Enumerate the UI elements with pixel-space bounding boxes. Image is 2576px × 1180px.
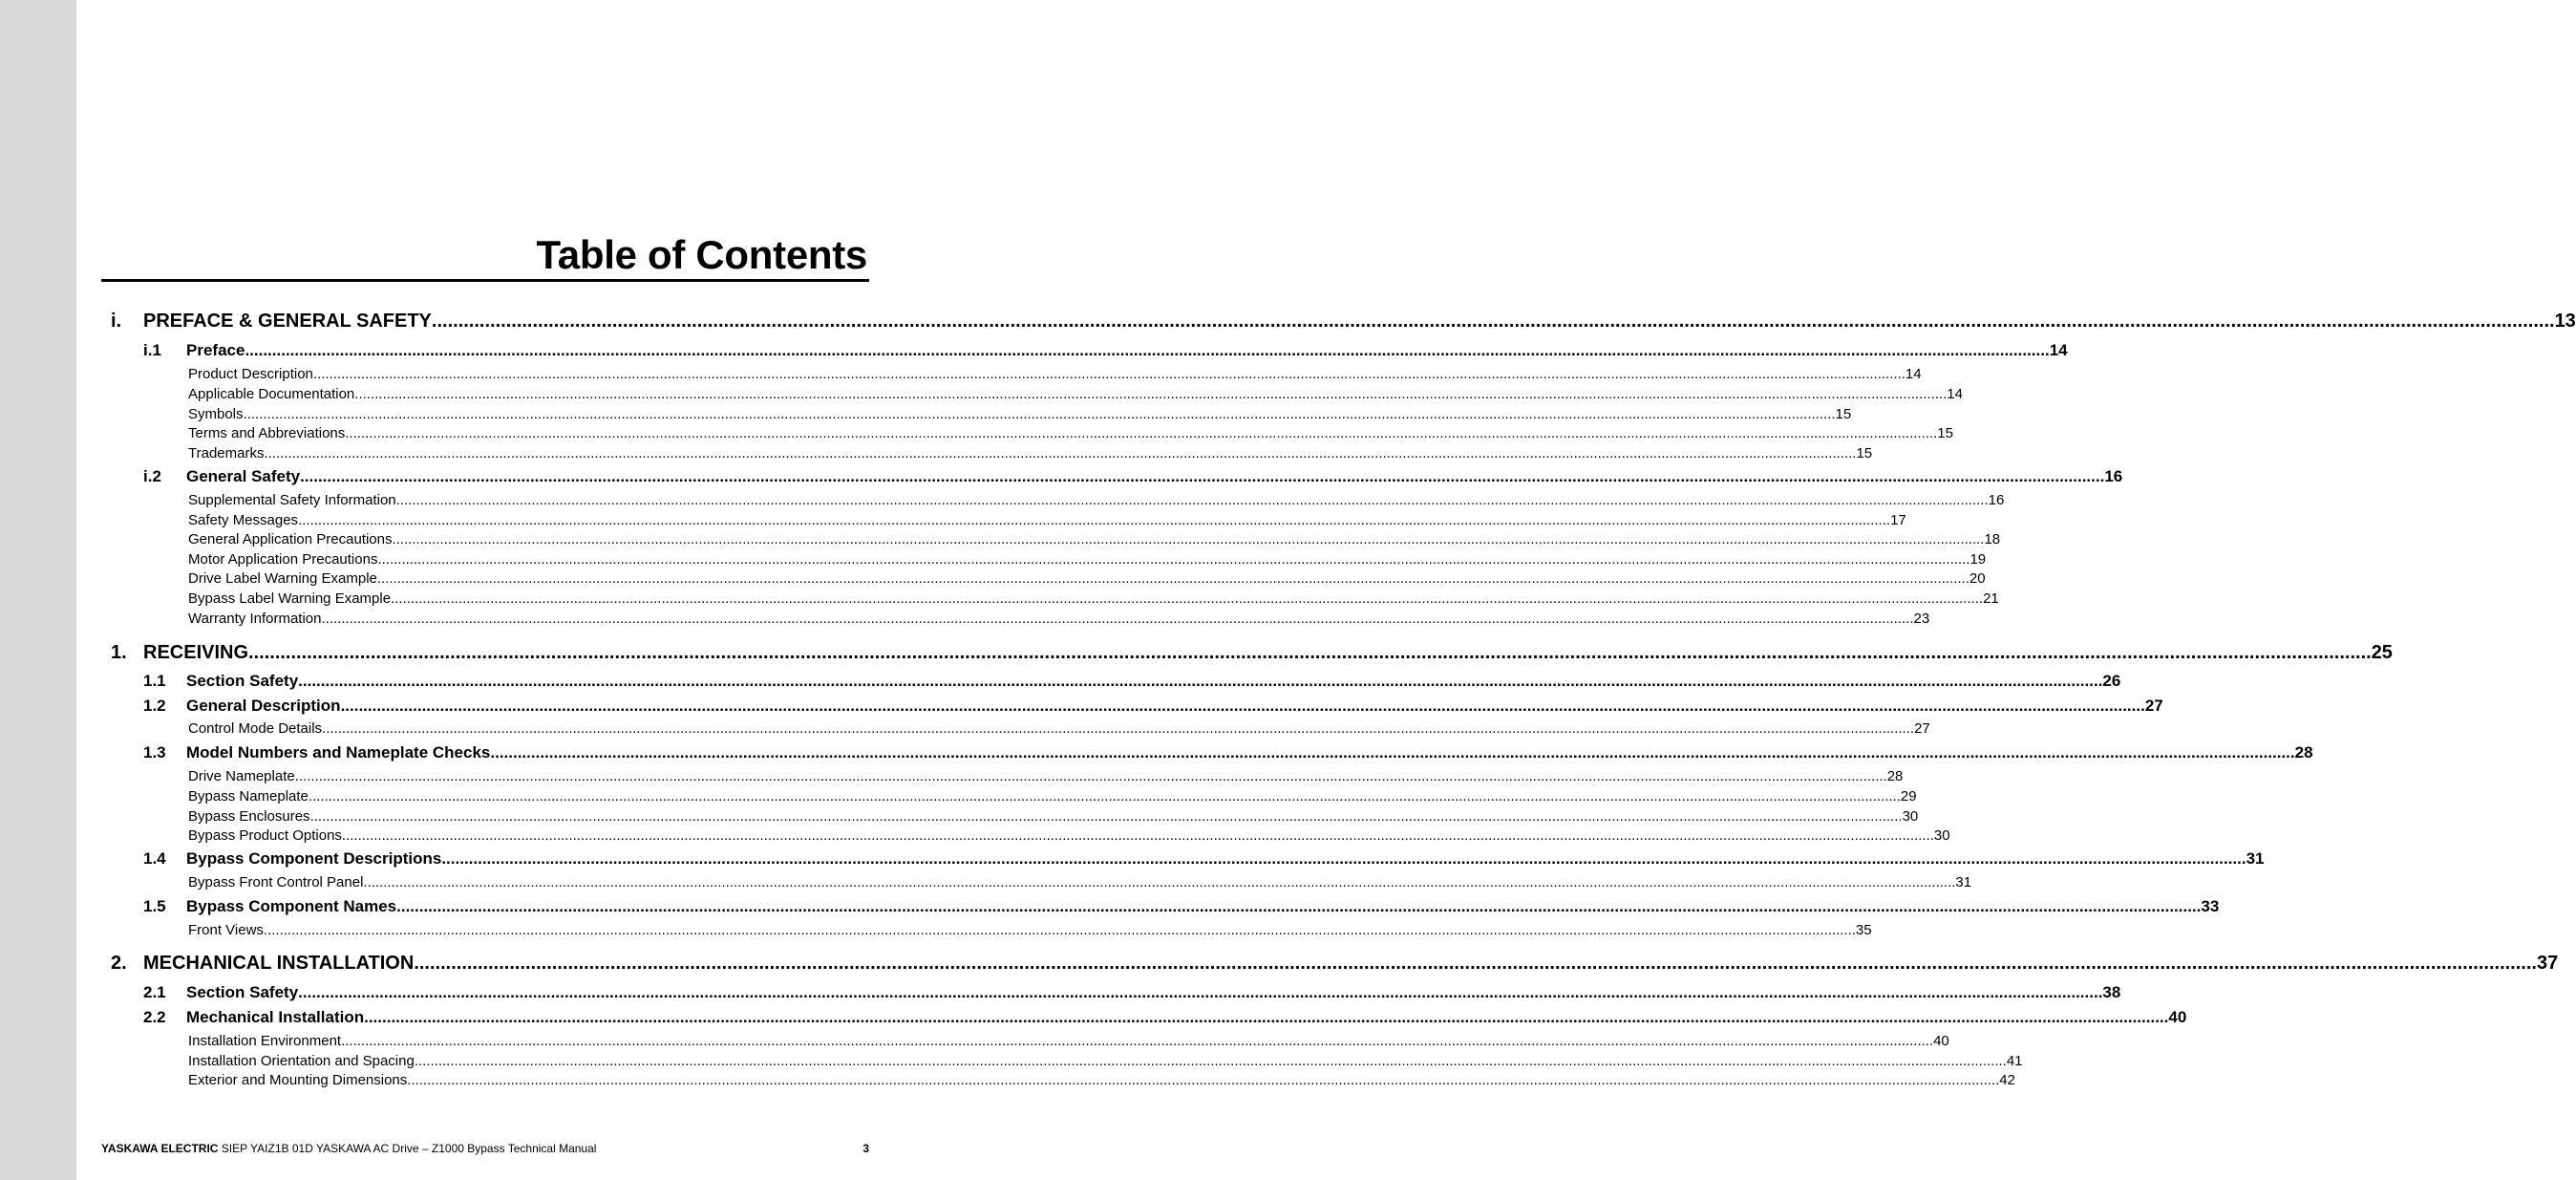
dot-leader: ................................................................................................................................................................................................................................................................................................................................................................................................................ xyxy=(340,697,2145,715)
dot-leader: ................................................................................................................................................................................................................................................................................................................................................................................................................ xyxy=(309,808,1903,825)
toc-entry-label: Bypass Label Warning Example xyxy=(188,590,392,607)
toc-entry-page: 29 xyxy=(1900,788,1917,805)
toc-entry-number: i.1 xyxy=(143,341,161,359)
toc-entry-page: 15 xyxy=(1835,406,1852,422)
dot-leader: ................................................................................................................................................................................................................................................................................................................................................................................................................ xyxy=(322,720,1915,737)
toc-entry-label: Bypass Component Names xyxy=(186,897,397,915)
toc-entry-level-3[interactable] xyxy=(188,1033,1949,1049)
toc-entry-number: 1.5 xyxy=(143,897,166,915)
toc-entry-level-3[interactable] xyxy=(188,768,1904,784)
page-title: Table of Contents xyxy=(536,232,867,277)
toc-entry-label: Model Numbers and Nameplate Checks xyxy=(186,743,491,762)
toc-entry-level-3[interactable] xyxy=(188,386,1963,402)
toc-entry-level-2[interactable] xyxy=(186,672,2121,690)
toc-entry-label: General Application Precautions xyxy=(188,531,393,547)
footer-brand: YASKAWA ELECTRIC xyxy=(101,1142,219,1155)
dot-leader: ................................................................................................................................................................................................................................................................................................................................................................................................................ xyxy=(341,1033,1934,1049)
toc-entry-label: RECEIVING xyxy=(143,642,249,663)
toc-entry-page: 25 xyxy=(2371,642,2393,663)
toc-entry-level-3[interactable] xyxy=(188,590,1999,607)
dot-leader: ................................................................................................................................................................................................................................................................................................................................................................................................................ xyxy=(391,590,1984,607)
toc-entry-label: General Safety xyxy=(186,467,301,485)
toc-entry-level-2[interactable] xyxy=(186,983,2121,1001)
dot-leader: ................................................................................................................................................................................................................................................................................................................................................................................................................ xyxy=(312,366,1905,382)
toc-entry-number: 2.2 xyxy=(143,1008,166,1026)
toc-entry-level-3[interactable] xyxy=(188,445,1873,461)
dot-leader: ................................................................................................................................................................................................................................................................................................................................................................................................................ xyxy=(294,768,1887,784)
toc-entry-page: 33 xyxy=(2201,897,2220,915)
toc-entry-label: Installation Orientation and Spacing xyxy=(188,1053,415,1069)
toc-entry-page: 16 xyxy=(2104,467,2123,485)
toc-entry-page: 31 xyxy=(1955,874,1972,890)
toc-entry-page: 13 xyxy=(2554,311,2576,332)
toc-entry-level-3[interactable] xyxy=(188,366,1922,382)
toc-entry-number: 2.1 xyxy=(143,983,166,1001)
dot-leader: ................................................................................................................................................................................................................................................................................................................................................................................................................ xyxy=(248,642,2372,663)
toc-entry-number: 1.1 xyxy=(143,672,166,690)
toc-entry-level-2[interactable] xyxy=(186,743,2313,762)
toc-entry-label: Bypass Enclosures xyxy=(188,808,310,825)
toc-entry-number: i.2 xyxy=(143,467,161,485)
dot-leader: ................................................................................................................................................................................................................................................................................................................................................................................................................ xyxy=(300,467,2105,485)
footer xyxy=(101,1142,596,1155)
toc-entry-page: 16 xyxy=(1988,492,2005,508)
toc-entry-level-3[interactable] xyxy=(188,808,1919,825)
toc-entry-level-2[interactable] xyxy=(186,341,2068,359)
toc-entry-label: Section Safety xyxy=(186,672,299,690)
toc-entry-level-3[interactable] xyxy=(188,492,2005,508)
toc-entry-label: Bypass Component Descriptions xyxy=(186,849,442,868)
toc-entry-level-1[interactable] xyxy=(143,953,2559,974)
toc-entry-level-3[interactable] xyxy=(188,874,1972,890)
toc-entry-number: 1.2 xyxy=(143,697,166,715)
dot-leader: ................................................................................................................................................................................................................................................................................................................................................................................................................ xyxy=(395,492,1989,508)
toc-entry-page: 31 xyxy=(2246,849,2265,868)
dot-leader: ................................................................................................................................................................................................................................................................................................................................................................................................................ xyxy=(263,922,1856,938)
dot-leader: ................................................................................................................................................................................................................................................................................................................................................................................................................ xyxy=(298,672,2103,690)
toc-entry-page: 30 xyxy=(1933,827,1950,844)
dot-leader: ................................................................................................................................................................................................................................................................................................................................................................................................................ xyxy=(321,611,1914,627)
dot-leader: ................................................................................................................................................................................................................................................................................................................................................................................................................ xyxy=(243,406,1836,422)
toc-entry-number: 2. xyxy=(111,953,127,974)
toc-entry-level-2[interactable] xyxy=(186,849,2265,868)
toc-entry-label: Warranty Information xyxy=(188,611,322,627)
toc-entry-level-3[interactable] xyxy=(188,720,1930,737)
toc-entry-page: 21 xyxy=(1983,590,1999,607)
toc-entry-label: Control Mode Details xyxy=(188,720,323,737)
toc-entry-label: Exterior and Mounting Dimensions xyxy=(188,1072,408,1088)
toc-entry-label: Safety Messages xyxy=(188,512,299,528)
toc-entry-page: 14 xyxy=(1947,386,1963,402)
toc-entry-page: 26 xyxy=(2102,672,2121,690)
dot-leader: ................................................................................................................................................................................................................................................................................................................................................................................................................ xyxy=(298,512,1891,528)
footer-manual-title: SIEP YAIZ1B 01D YASKAWA AC Drive – Z1000 Bypass Technical Manual xyxy=(218,1142,597,1155)
toc-entry-label: Mechanical Installation xyxy=(186,1008,365,1026)
toc-entry-page: 15 xyxy=(1937,425,1953,441)
toc-entry-label: Preface xyxy=(186,341,245,359)
toc-entry-page: 27 xyxy=(1914,720,1930,737)
toc-entry-page: 19 xyxy=(1969,551,1987,568)
toc-entry-label: Installation Environment xyxy=(188,1033,342,1049)
dot-leader: ................................................................................................................................................................................................................................................................................................................................................................................................................ xyxy=(431,311,2555,332)
toc-entry-page: 40 xyxy=(1933,1033,1949,1049)
toc-entry-level-1[interactable] xyxy=(143,311,2576,332)
toc-entry-page: 20 xyxy=(1969,570,1986,587)
toc-entry-page: 28 xyxy=(2294,743,2313,762)
footer-page-number: 3 xyxy=(862,1142,869,1155)
toc-entry-page: 41 xyxy=(2006,1053,2023,1069)
toc-entry-page: 18 xyxy=(1984,531,2001,547)
toc-entry-page: 23 xyxy=(1913,611,1930,627)
toc-entry-label: General Description xyxy=(186,697,341,715)
dot-leader: ................................................................................................................................................................................................................................................................................................................................................................................................................ xyxy=(354,386,1948,402)
toc-entry-label: PREFACE & GENERAL SAFETY xyxy=(143,311,432,332)
dot-leader: ................................................................................................................................................................................................................................................................................................................................................................................................................ xyxy=(341,827,1934,844)
dot-leader: ................................................................................................................................................................................................................................................................................................................................................................................................................ xyxy=(298,983,2103,1001)
toc-entry-level-3[interactable] xyxy=(188,1053,2023,1069)
toc-entry-label: Front Views xyxy=(188,922,264,938)
dot-leader: ................................................................................................................................................................................................................................................................................................................................................................................................................ xyxy=(407,1072,2000,1088)
toc-entry-label: Trademarks xyxy=(188,445,265,461)
toc-entry-page: 27 xyxy=(2144,697,2163,715)
dot-leader: ................................................................................................................................................................................................................................................................................................................................................................................................................ xyxy=(264,445,1857,461)
toc-entry-page: 15 xyxy=(1856,445,1873,461)
toc-entry-page: 35 xyxy=(1855,922,1872,938)
toc-entry-level-3[interactable] xyxy=(188,425,1953,441)
toc-entry-label: Product Description xyxy=(188,366,313,382)
toc-entry-label: Drive Label Warning Example xyxy=(188,570,377,587)
toc-entry-level-2[interactable] xyxy=(186,697,2163,715)
dot-leader: ................................................................................................................................................................................................................................................................................................................................................................................................................ xyxy=(414,1053,2007,1069)
dot-leader: ................................................................................................................................................................................................................................................................................................................................................................................................................ xyxy=(490,743,2295,762)
toc-entry-page: 40 xyxy=(2168,1008,2187,1026)
toc-entry-page: 17 xyxy=(1890,512,1906,528)
dot-leader: ................................................................................................................................................................................................................................................................................................................................................................................................................ xyxy=(345,425,1938,441)
toc-entry-number: 1. xyxy=(111,642,127,663)
dot-leader: ................................................................................................................................................................................................................................................................................................................................................................................................................ xyxy=(414,953,2537,974)
toc-entry-label: Supplemental Safety Information xyxy=(188,492,396,508)
toc-entry-level-3[interactable] xyxy=(188,570,1986,587)
dot-leader: ................................................................................................................................................................................................................................................................................................................................................................................................................ xyxy=(377,551,1970,568)
toc-entry-page: 28 xyxy=(1886,768,1904,784)
dot-leader: ................................................................................................................................................................................................................................................................................................................................................................................................................ xyxy=(308,788,1901,805)
toc-entry-label: Section Safety xyxy=(186,983,299,1001)
dot-leader: ................................................................................................................................................................................................................................................................................................................................................................................................................ xyxy=(363,874,1956,890)
toc-entry-level-3[interactable] xyxy=(188,788,1917,805)
toc-entry-label: Symbols xyxy=(188,406,244,422)
dot-leader: ................................................................................................................................................................................................................................................................................................................................................................................................................ xyxy=(364,1008,2169,1026)
toc-entry-level-2[interactable] xyxy=(186,1008,2187,1026)
toc-entry-number: i. xyxy=(111,311,122,332)
toc-entry-page: 42 xyxy=(1999,1072,2015,1088)
toc-entry-level-3[interactable] xyxy=(188,1072,2015,1088)
toc-entry-label: MECHANICAL INSTALLATION xyxy=(143,953,415,974)
toc-entry-level-3[interactable] xyxy=(188,512,1906,528)
dot-leader: ................................................................................................................................................................................................................................................................................................................................................................................................................ xyxy=(245,341,2050,359)
dot-leader: ................................................................................................................................................................................................................................................................................................................................................................................................................ xyxy=(376,570,1969,587)
toc-entry-page: 38 xyxy=(2102,983,2121,1001)
toc-entry-page: 14 xyxy=(2049,341,2068,359)
toc-entry-label: Terms and Abbreviations xyxy=(188,425,346,441)
toc-entry-level-2[interactable] xyxy=(186,467,2123,485)
dot-leader: ................................................................................................................................................................................................................................................................................................................................................................................................................ xyxy=(392,531,1985,547)
toc-entry-level-3[interactable] xyxy=(188,922,1872,938)
toc-entry-number: 1.4 xyxy=(143,849,166,868)
toc-entry-level-3[interactable] xyxy=(188,827,1950,844)
toc-entry-level-3[interactable] xyxy=(188,406,1852,422)
toc-entry-page: 14 xyxy=(1905,366,1922,382)
toc-entry-level-3[interactable] xyxy=(188,551,1987,568)
toc-entry-label: Drive Nameplate xyxy=(188,768,295,784)
toc-entry-level-3[interactable] xyxy=(188,531,2001,547)
toc-entry-label: Bypass Nameplate xyxy=(188,788,309,805)
dot-leader: ................................................................................................................................................................................................................................................................................................................................................................................................................ xyxy=(441,849,2246,868)
toc-entry-level-1[interactable] xyxy=(143,642,2393,663)
toc-entry-label: Bypass Product Options xyxy=(188,827,342,844)
toc-entry-label: Bypass Front Control Panel xyxy=(188,874,364,890)
toc-entry-page: 30 xyxy=(1902,808,1919,825)
toc-entry-level-3[interactable] xyxy=(188,611,1930,627)
dot-leader: ................................................................................................................................................................................................................................................................................................................................................................................................................ xyxy=(396,897,2202,915)
toc-entry-page: 37 xyxy=(2536,953,2559,974)
toc-entry-level-2[interactable] xyxy=(186,897,2220,915)
toc-entry-label: Motor Application Precautions xyxy=(188,551,378,568)
toc-entry-number: 1.3 xyxy=(143,743,166,762)
toc-entry-label: Applicable Documentation xyxy=(188,386,355,402)
